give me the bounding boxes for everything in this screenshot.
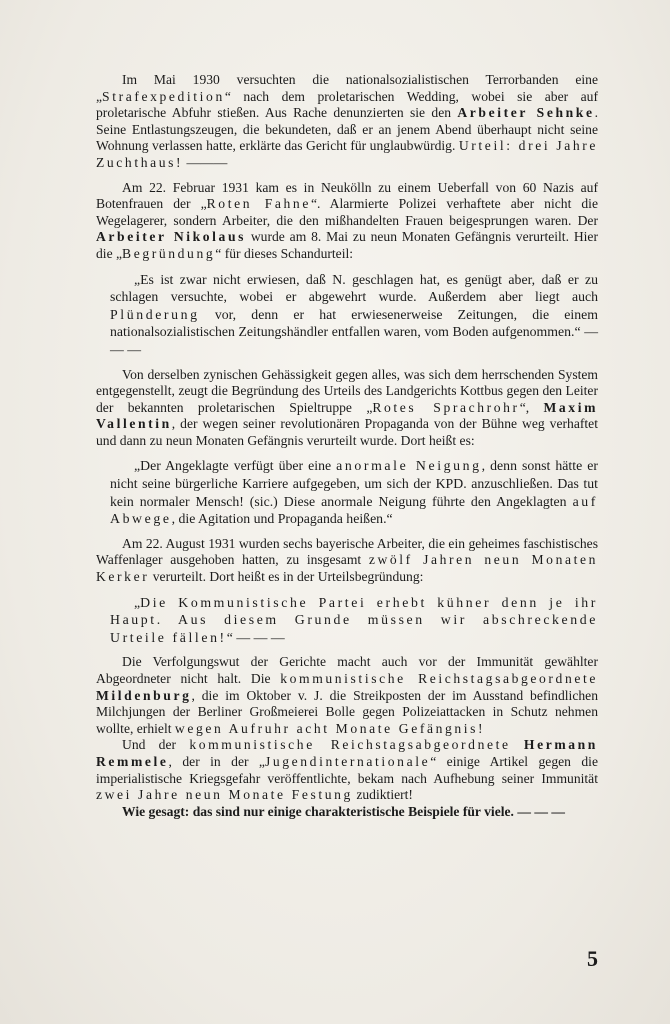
spaced-emphasis: Rotes Sprachrohr bbox=[372, 399, 520, 415]
text-run: “ für dieses Schandurteil: bbox=[215, 245, 354, 261]
paragraph-conclusion bbox=[96, 804, 598, 821]
spaced-emphasis: Begründung bbox=[122, 245, 216, 261]
text-run: wurde am 8. Mai zu neun Monaten Gefängnis verurteilt. Hier die „ bbox=[96, 229, 598, 261]
paragraph-august-1931 bbox=[96, 536, 598, 586]
page-body bbox=[96, 72, 598, 820]
text-run: Wie gesagt: das sind nur einige charakteristische Beispiele für viele. — — — bbox=[122, 803, 565, 819]
text-run: , denn sonst hätte er nicht seine bürgerliche Karriere aufgegeben, um sich der KPD. anzuschließen. Das tut kein normaler Mensch! (sic.) Diese anormale Neigung führte den Angeklagten bbox=[110, 458, 598, 509]
text-run: „Der Angeklagte verfügt über eine bbox=[134, 458, 337, 474]
text-run: “ einige Artikel gegen die imperialistische Kriegsgefahr veröffentlichte, bekam nach Aufhebung seiner Immunität bbox=[96, 753, 598, 786]
spaced-emphasis: Roten Fahne bbox=[206, 196, 311, 212]
spaced-emphasis: Mildenburg bbox=[96, 687, 192, 703]
paragraph-immunitaet bbox=[96, 654, 598, 737]
text-run: , der wegen seiner revolutionären Propaganda von der Bühne weg verhaftet und dann zu neun Monaten Gefängnis verurteilt wurde. Dort heißt es: bbox=[96, 416, 598, 448]
text-run: ——— bbox=[183, 154, 228, 170]
spaced-emphasis: Maxim Vallentin bbox=[96, 399, 599, 432]
text-run: „Es ist zwar nicht erwiesen, daß N. geschlagen hat, es genügt aber, daß er zu schlagen versuchte, wobei er abgewehrt wurde. Außerdem aber liegt auch bbox=[110, 271, 598, 305]
paragraph-februar-1931 bbox=[96, 180, 598, 263]
text-run: vor, denn er hat erwiesenerweise Zeitungen, die einem nationalsozialistischen Zeitungshändler entfallen waren, vom Boden aufgenommen.“ — — — bbox=[110, 306, 598, 357]
quote-begruendung-vallentin bbox=[110, 457, 598, 527]
text-run: , die Agitation und Propaganda heißen.“ bbox=[171, 511, 393, 527]
spaced-emphasis: zwölf Jahren neun Monaten Kerker bbox=[96, 552, 599, 585]
text-run: Im Mai 1930 versuchten die nationalsozialistischen Terrorbanden eine „ bbox=[96, 72, 598, 104]
spaced-emphasis: Urteil: drei Jahre Zuchthaus! bbox=[96, 138, 598, 170]
quote-urteilsbegruendung bbox=[110, 594, 598, 647]
spaced-emphasis: Arbeiter Sehnke bbox=[457, 105, 595, 121]
paragraph-remmele bbox=[96, 737, 598, 803]
text-run: “ — — — bbox=[226, 629, 285, 645]
spaced-emphasis: Plünderung bbox=[110, 306, 200, 322]
spaced-emphasis: kommunistische Reichstagsabgeordnete bbox=[280, 671, 598, 686]
text-run: „ bbox=[134, 594, 141, 610]
spaced-emphasis: anormale Neigung bbox=[336, 458, 482, 474]
text-run: zudiktiert! bbox=[352, 787, 413, 803]
text-run: Die Verfolgungswut der Gerichte macht auch vor der Immunität gewählter Abgeordneter nicht halt. Die bbox=[96, 654, 598, 686]
spaced-emphasis: zwei Jahre neun Monate Festung bbox=[96, 787, 353, 803]
spaced-emphasis: Arbeiter Nikolaus bbox=[96, 229, 246, 245]
text-run: , die im Oktober v. J. die Streikposten der im Ausstand befindlichen Milchjungen der Berliner Großmeierei Bolle gegen Polizeiattacken in Schutz nehmen wollte, erhielt bbox=[96, 687, 598, 736]
spaced-emphasis: Jugendinternationale bbox=[264, 753, 431, 769]
text-run: . Seine Entlastungszeugen, die bekundeten, daß er an jenem Abend überhaupt nicht seine Wohnung verlassen hatte, erklärte das Gericht für unglaubwürdig. bbox=[96, 105, 598, 154]
paragraph-kottbus bbox=[96, 367, 598, 450]
text-run: Am 22. August 1931 wurden sechs bayerische Arbeiter, die ein geheimes faschistisches Waffenlager ausgehoben hatten, zu insgesamt bbox=[96, 535, 598, 568]
page-number: 5 bbox=[587, 946, 598, 971]
text-run: Am 22. Februar 1931 kam es in Neukölln zu einem Ueberfall von 60 Nazis auf Botenfrauen der „ bbox=[96, 179, 598, 212]
text-run: Von derselben zynischen Gehässigkeit gegen alles, was sich dem herrschenden System entgegenstellt, zeugt die Begründung des Urteils des Landgerichts Kottbus gegen den Leiter der bekannten proletarischen Spieltruppe „ bbox=[96, 366, 598, 415]
text-run: “ nach dem proletarischen Wedding, wobei sie aber auf proletarische Abfuhr stießen. Aus Rache denunzierten sie den bbox=[96, 88, 598, 121]
text-run: , der in der „ bbox=[168, 753, 265, 769]
spaced-emphasis: Die Kommunistische Partei erhebt kühner denn je ihr Haupt. Aus diesem Grunde müssen wir abschreckende Urteile fällen! bbox=[110, 594, 598, 645]
quote-begruendung-nikolaus bbox=[110, 271, 598, 359]
text-run: Und der bbox=[122, 737, 190, 753]
spaced-emphasis: wegen Aufruhr acht Monate Gefängnis! bbox=[174, 720, 486, 736]
spaced-emphasis: kommunistische Reichstagsabgeordnete bbox=[189, 737, 511, 753]
text-run: verurteilt. Dort heißt es in der Urteilsbegründung: bbox=[149, 569, 424, 585]
spaced-emphasis: auf Abwege bbox=[110, 493, 598, 527]
text-run: “. Alarmierte Polizei verhaftete aber nicht die Wegelagerer, sondern Arbeiter, die den mißhandelten Frauen beigesprungen waren. Der bbox=[96, 196, 598, 228]
paragraph-mai-1930 bbox=[96, 72, 598, 172]
spaced-emphasis: Strafexpedition bbox=[102, 88, 225, 104]
spaced-emphasis: Hermann Remmele bbox=[96, 737, 598, 769]
text-run: “, bbox=[519, 399, 544, 415]
